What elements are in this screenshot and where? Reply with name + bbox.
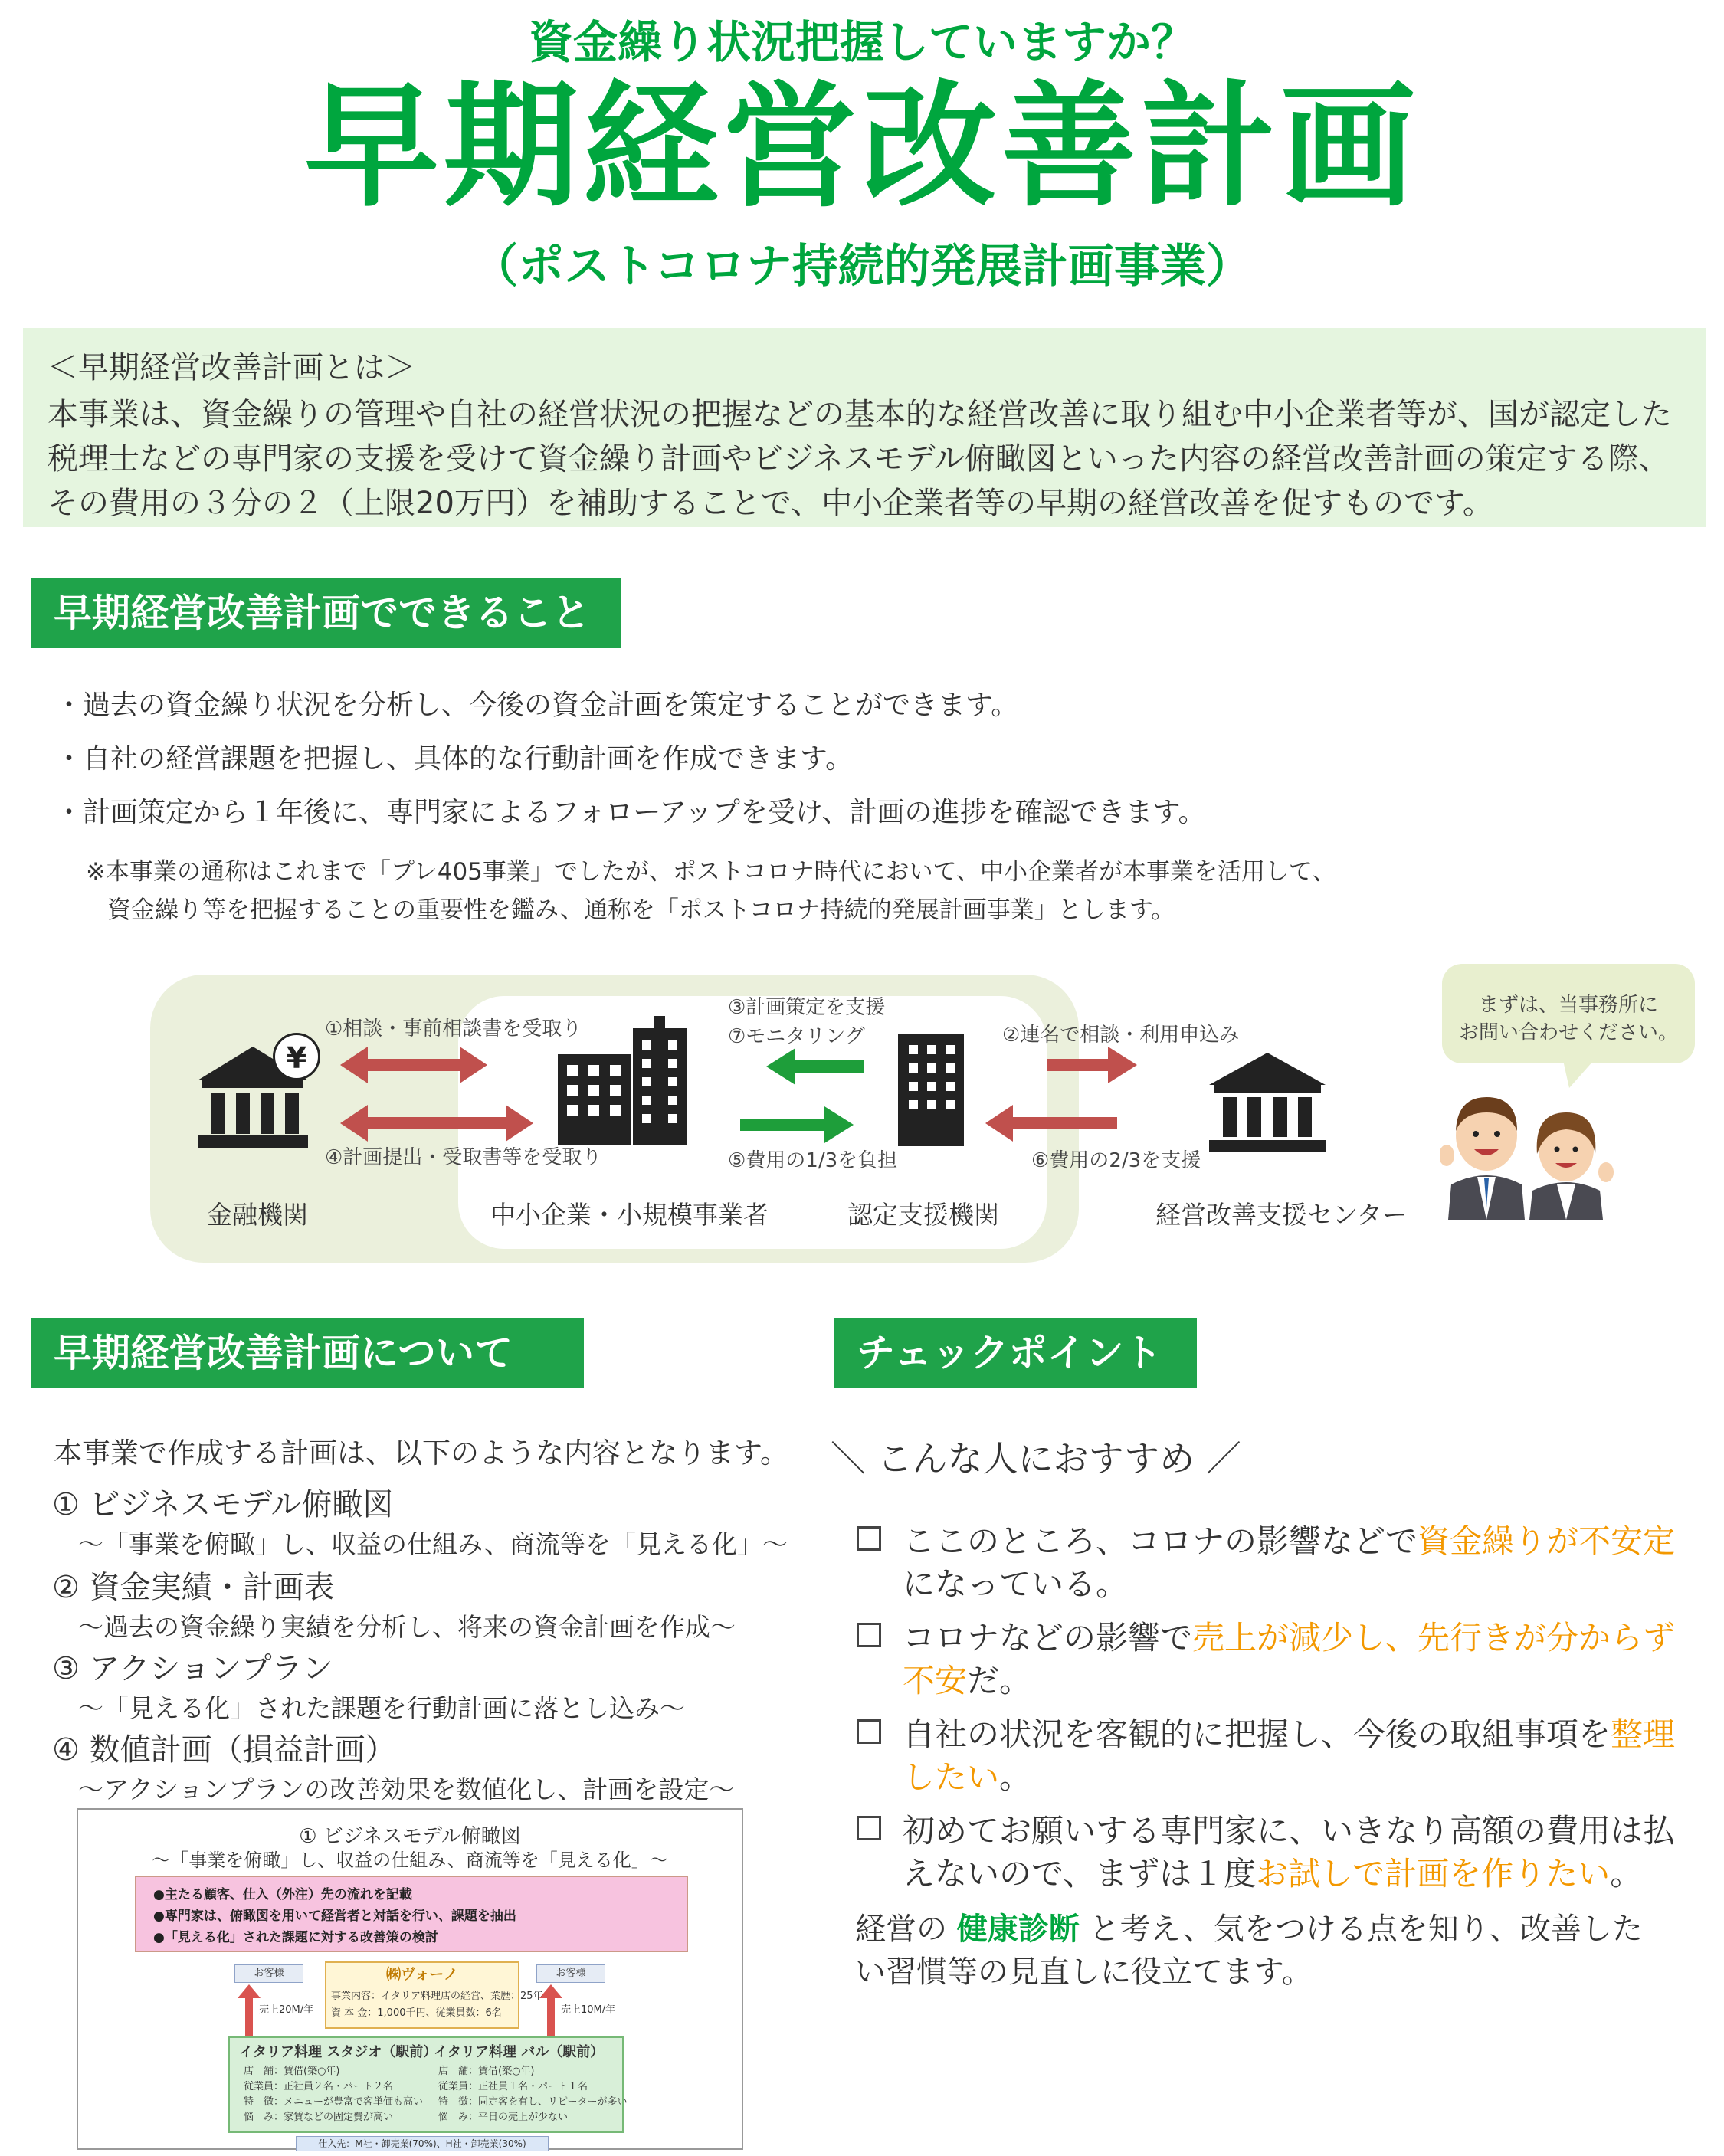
sales-left: 売上20M/年 xyxy=(259,2004,314,2016)
closing-text: 経営の 健康診断 と考え、気をつける点を知り、改善したい習慣等の見直しに役立てます。 xyxy=(855,1912,1643,1990)
intro-heading: ＜早期経営改善計画とは＞ xyxy=(48,350,415,385)
node-support-org: 認定支援機関 xyxy=(847,1200,999,1230)
shop-title: イタリア料理 バル（駅前） xyxy=(434,2044,605,2060)
shop-detail: 悩 み：家賃などの固定費が高い xyxy=(244,2112,394,2123)
speech-bubble-text: まずは、当事務所に お問い合わせください。 xyxy=(1458,994,1678,1044)
arrow-left-icon xyxy=(340,1105,533,1142)
can-do-bullet: ・計画策定から１年後に、専門家によるフォローアップを受け、計画の進捗を確認できます。 xyxy=(55,797,1206,828)
plan-item-sub: ～「見える化」された課題を行動計画に落とし込み～ xyxy=(78,1693,685,1723)
plan-item-title: ④ 数値計画（損益計画） xyxy=(52,1732,396,1768)
arrow-right-icon xyxy=(368,1047,487,1083)
shop-detail: 店 舗：賃借(築○年) xyxy=(244,2066,340,2077)
section-heading-can-do: 早期経営改善計画でできること xyxy=(31,578,621,648)
checkpoint-item: コロナなどの影響で売上が減少し、先行きが分からず不安だ。 xyxy=(857,1617,1684,1702)
shop-title: イタリア料理 スタジオ（駅前） xyxy=(239,2044,438,2060)
arrow-right-icon xyxy=(740,1106,854,1143)
checkbox-icon xyxy=(857,1816,881,1840)
section-heading-checkpoint: チェックポイント xyxy=(834,1318,1197,1388)
checkbox-icon xyxy=(857,1623,881,1647)
checkpoint-subheading: ＼ こんな人におすすめ ／ xyxy=(831,1438,1241,1479)
flow-label: ②連名で相談・利用申込み xyxy=(1002,1024,1240,1047)
company-detail: 資 本 金：1,000千円、従業員数：6名 xyxy=(331,2007,502,2019)
flow-label: ③計画策定を支援 xyxy=(728,996,886,1019)
about-intro: 本事業で作成する計画は、以下のような内容となります。 xyxy=(54,1437,789,1470)
checkbox-icon xyxy=(857,1719,881,1744)
supplier-box: 仕入先：M社・卸売業(70%)、H社・卸売業(30%) xyxy=(296,2136,549,2151)
shop-detail: 従業員：正社員２名・パート２名 xyxy=(244,2081,394,2092)
flow-arrows xyxy=(337,1030,1188,1160)
section-heading-about: 早期経営改善計画について xyxy=(31,1318,584,1388)
intro-text: 本事業は、資金繰りの管理や自社の経営状況の把握などの基本的な経営改善に取り組む中小企業者等が、国が認定した税理士などの専門家の支援を受けて資金繰り計画やビジネスモデル俯瞰図といった内容の経営改善計画の策定する際、その費用の３分の２（上限20万円）を補助することで、中小企業者等の早期の経営改善を促すものです。 xyxy=(48,397,1672,521)
page-title: 早期経営改善計画 xyxy=(303,68,1420,225)
flow-label: ⑥費用の2/3を支援 xyxy=(1031,1149,1201,1172)
figure-point: ●「見える化」された課題に対する改善策の検討 xyxy=(153,1930,438,1945)
checkpoint-item: ここのところ、コロナの影響などで資金繰りが不安定になっている。 xyxy=(857,1520,1684,1606)
checkpoint-item: 自社の状況を客観的に把握し、今後の取組事項を整理したい。 xyxy=(857,1713,1684,1799)
figure-point: ●専門家は、俯瞰図を用いて経営者と対話を行い、課題を抽出 xyxy=(153,1909,516,1924)
arrow-left-icon xyxy=(985,1105,1117,1142)
customer-box: お客様 xyxy=(234,1964,303,1983)
sales-right: 売上10M/年 xyxy=(561,2004,616,2016)
arrow-up-icon xyxy=(238,1984,261,2038)
node-sme: 中小企業・小規模事業者 xyxy=(490,1200,769,1230)
flow-label: ⑤費用の1/3を負担 xyxy=(728,1149,898,1172)
arrow-right-icon xyxy=(1047,1047,1137,1083)
can-do-bullet: ・自社の経営課題を把握し、具体的な行動計画を作成できます。 xyxy=(55,743,854,775)
company-detail: 事業内容：イタリア料理店の経営、業歴：25年 xyxy=(331,1991,543,2002)
flow-label: ⑦モニタリング xyxy=(728,1025,865,1048)
shop-detail: 従業員：正社員１名・パート１名 xyxy=(438,2081,588,2092)
can-do-bullet: ・過去の資金繰り状況を分析し、今後の資金計画を策定することができます。 xyxy=(55,690,1019,721)
note-line: ※本事業の通称はこれまで「プレ405事業」でしたが、ポストコロナ時代において、中小企業者が本事業を活用して、 xyxy=(86,858,1336,886)
note-line: 資金繰り等を把握することの重要性を鑑み、通称を「ポストコロナ持続的発展計画事業」とします。 xyxy=(107,896,1175,924)
checkpoint-item: 初めてお願いする専門家に、いきなり高額の費用は払えないので、まずは１度お試しで計画を作りたい。 xyxy=(857,1810,1684,1896)
shop-detail: 特 徴：メニューが豊富で客単価も高い xyxy=(244,2096,424,2108)
plan-item-title: ③ アクションプラン xyxy=(52,1651,333,1686)
plan-item-sub: ～過去の資金繰り実績を分析し、将来の資金計画を作成～ xyxy=(78,1612,736,1642)
page-subtitle: （ポストコロナ持続的発展計画事業） xyxy=(472,240,1252,293)
shop-detail: 店 舗：賃借(築○年) xyxy=(438,2066,535,2077)
plan-item-sub: ～「事業を俯瞰」し、収益の仕組み、商流等を「見える化」～ xyxy=(78,1529,788,1559)
support-center-icon xyxy=(1205,1048,1330,1158)
shop-detail: 特 徴：固定客を有し、リピーターが多い xyxy=(438,2096,628,2108)
flow-label: ①相談・事前相談書を受取り xyxy=(325,1017,582,1040)
figure-title: ① ビジネスモデル俯瞰図 xyxy=(299,1825,521,1848)
node-center: 経営改善支援センター xyxy=(1155,1200,1408,1230)
plan-item-sub: ～アクションプランの改善効果を数値化し、計画を設定～ xyxy=(78,1774,735,1804)
shop-detail: 悩 み：平日の売上が少ない xyxy=(438,2112,569,2123)
business-people-icon xyxy=(1440,1070,1617,1220)
arrow-left-icon xyxy=(766,1048,864,1085)
plan-item-title: ① ビジネスモデル俯瞰図 xyxy=(52,1487,394,1522)
checkbox-icon xyxy=(857,1526,881,1551)
flow-label: ④計画提出・受取書等を受取り xyxy=(325,1146,602,1169)
customer-box: お客様 xyxy=(536,1964,605,1983)
arrow-left-icon xyxy=(340,1047,368,1083)
headline: 資金繰り状況把握していますか？ xyxy=(528,16,1195,68)
plan-item-title: ② 資金実績・計画表 xyxy=(52,1570,335,1605)
node-bank: 金融機関 xyxy=(207,1200,308,1230)
figure-point: ●主たる顧客、仕入（外注）先の流れを記載 xyxy=(153,1887,412,1902)
yen-coin-icon: ¥ xyxy=(273,1033,320,1080)
company-name: ㈱ヴォーノ xyxy=(386,1966,458,1983)
figure-subtitle: ～「事業を俯瞰」し、収益の仕組み、商流等を「見える化」～ xyxy=(152,1850,668,1871)
